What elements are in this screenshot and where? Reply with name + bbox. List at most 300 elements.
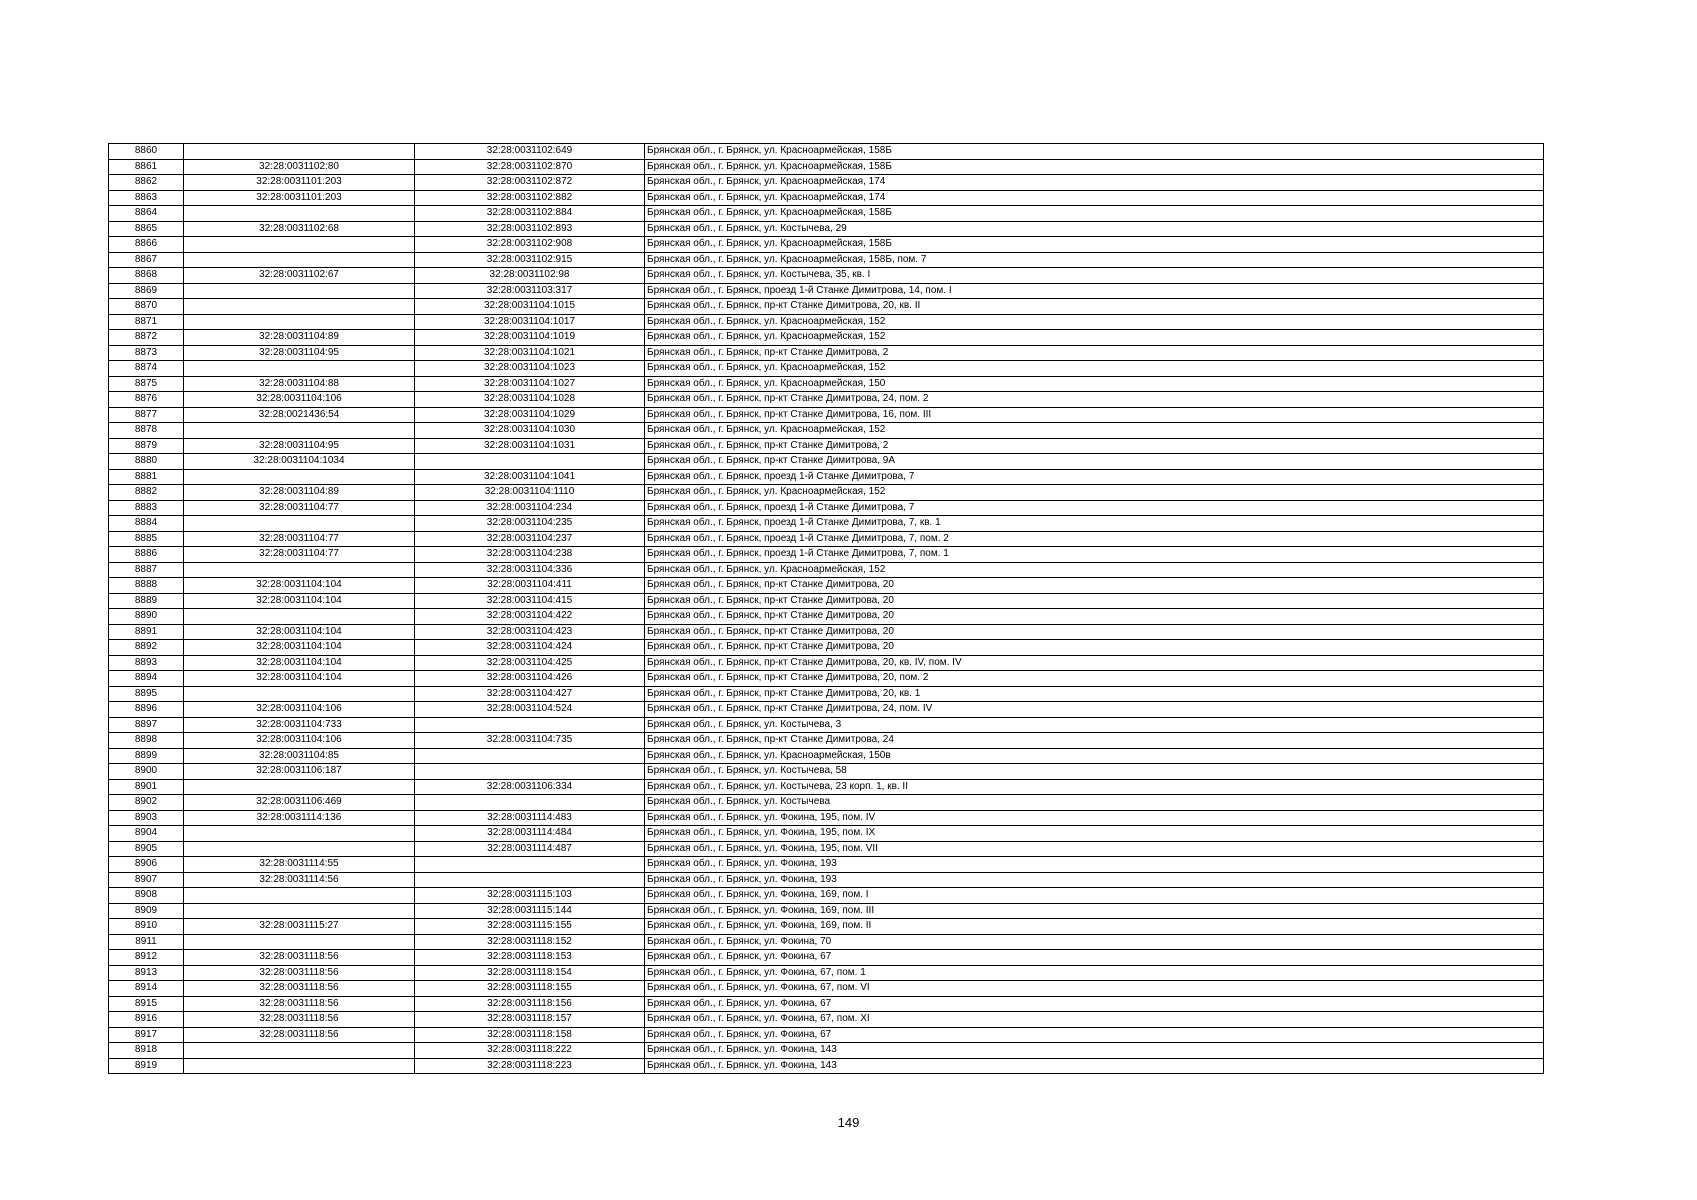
row-number-cell: 8862 bbox=[109, 175, 184, 191]
table-row bbox=[109, 996, 1544, 1012]
row-number-cell: 8879 bbox=[109, 438, 184, 454]
row-number-cell: 8902 bbox=[109, 795, 184, 811]
parent-cadastral-number-cell: 32:28:0031115:27 bbox=[184, 919, 415, 935]
object-cadastral-number-cell: 32:28:0031114:487 bbox=[415, 841, 645, 857]
parent-cadastral-number-cell bbox=[184, 314, 415, 330]
table-row bbox=[109, 237, 1544, 253]
parent-cadastral-number-cell bbox=[184, 826, 415, 842]
address-cell: Брянская обл., г. Брянск, ул. Фокина, 143 bbox=[645, 1058, 1544, 1074]
table-row bbox=[109, 562, 1544, 578]
object-cadastral-number-cell: 32:28:0031102:649 bbox=[415, 144, 645, 160]
row-number-cell: 8908 bbox=[109, 888, 184, 904]
row-number-cell: 8901 bbox=[109, 779, 184, 795]
row-number-cell: 8878 bbox=[109, 423, 184, 439]
table-row bbox=[109, 299, 1544, 315]
object-cadastral-number-cell: 32:28:0031104:411 bbox=[415, 578, 645, 594]
address-cell: Брянская обл., г. Брянск, ул. Костычева, 3 bbox=[645, 717, 1544, 733]
object-cadastral-number-cell: 32:28:0031118:157 bbox=[415, 1012, 645, 1028]
object-cadastral-number-cell: 32:28:0031118:222 bbox=[415, 1043, 645, 1059]
table-row bbox=[109, 547, 1544, 563]
object-cadastral-number-cell: 32:28:0031102:872 bbox=[415, 175, 645, 191]
row-number-cell: 8864 bbox=[109, 206, 184, 222]
parent-cadastral-number-cell: 32:28:0031104:89 bbox=[184, 485, 415, 501]
row-number-cell: 8893 bbox=[109, 655, 184, 671]
row-number-cell: 8915 bbox=[109, 996, 184, 1012]
parent-cadastral-number-cell: 32:28:0031118:56 bbox=[184, 965, 415, 981]
table-row bbox=[109, 779, 1544, 795]
address-cell: Брянская обл., г. Брянск, ул. Красноармейская, 158Б bbox=[645, 206, 1544, 222]
address-cell: Брянская обл., г. Брянск, ул. Фокина, 67, пом. XI bbox=[645, 1012, 1544, 1028]
parent-cadastral-number-cell bbox=[184, 423, 415, 439]
object-cadastral-number-cell: 32:28:0031114:483 bbox=[415, 810, 645, 826]
address-cell: Брянская обл., г. Брянск, ул. Фокина, 67 bbox=[645, 1027, 1544, 1043]
parent-cadastral-number-cell bbox=[184, 686, 415, 702]
row-number-cell: 8892 bbox=[109, 640, 184, 656]
table-row bbox=[109, 330, 1544, 346]
address-cell: Брянская обл., г. Брянск, ул. Фокина, 169, пом. III bbox=[645, 903, 1544, 919]
parent-cadastral-number-cell: 32:28:0031101:203 bbox=[184, 190, 415, 206]
object-cadastral-number-cell bbox=[415, 748, 645, 764]
object-cadastral-number-cell: 32:28:0031104:1027 bbox=[415, 376, 645, 392]
object-cadastral-number-cell: 32:28:0031104:336 bbox=[415, 562, 645, 578]
table-row bbox=[109, 702, 1544, 718]
object-cadastral-number-cell bbox=[415, 795, 645, 811]
row-number-cell: 8914 bbox=[109, 981, 184, 997]
parent-cadastral-number-cell: 32:28:0031102:67 bbox=[184, 268, 415, 284]
address-cell: Брянская обл., г. Брянск, пр-кт Станке Димитрова, 20 bbox=[645, 640, 1544, 656]
object-cadastral-number-cell: 32:28:0031103:317 bbox=[415, 283, 645, 299]
parent-cadastral-number-cell: 32:28:0031114:56 bbox=[184, 872, 415, 888]
parent-cadastral-number-cell: 32:28:0031104:106 bbox=[184, 392, 415, 408]
object-cadastral-number-cell: 32:28:0031104:1031 bbox=[415, 438, 645, 454]
table-row bbox=[109, 159, 1544, 175]
table-row bbox=[109, 268, 1544, 284]
row-number-cell: 8890 bbox=[109, 609, 184, 625]
table-row bbox=[109, 934, 1544, 950]
table-row bbox=[109, 624, 1544, 640]
row-number-cell: 8866 bbox=[109, 237, 184, 253]
address-cell: Брянская обл., г. Брянск, пр-кт Станке Димитрова, 20 bbox=[645, 578, 1544, 594]
object-cadastral-number-cell: 32:28:0031104:415 bbox=[415, 593, 645, 609]
object-cadastral-number-cell: 32:28:0031104:1023 bbox=[415, 361, 645, 377]
object-cadastral-number-cell bbox=[415, 857, 645, 873]
parent-cadastral-number-cell bbox=[184, 1043, 415, 1059]
parent-cadastral-number-cell: 32:28:0031104:104 bbox=[184, 640, 415, 656]
table-row bbox=[109, 500, 1544, 516]
parent-cadastral-number-cell: 32:28:0031104:85 bbox=[184, 748, 415, 764]
parent-cadastral-number-cell: 32:28:0031106:187 bbox=[184, 764, 415, 780]
table-row bbox=[109, 531, 1544, 547]
address-cell: Брянская обл., г. Брянск, ул. Красноармейская, 174 bbox=[645, 190, 1544, 206]
parent-cadastral-number-cell bbox=[184, 1058, 415, 1074]
object-cadastral-number-cell: 32:28:0031104:238 bbox=[415, 547, 645, 563]
row-number-cell: 8875 bbox=[109, 376, 184, 392]
object-cadastral-number-cell: 32:28:0031114:484 bbox=[415, 826, 645, 842]
row-number-cell: 8884 bbox=[109, 516, 184, 532]
parent-cadastral-number-cell: 32:28:0031104:104 bbox=[184, 624, 415, 640]
address-cell: Брянская обл., г. Брянск, пр-кт Станке Димитрова, 9А bbox=[645, 454, 1544, 470]
parent-cadastral-number-cell bbox=[184, 934, 415, 950]
address-cell: Брянская обл., г. Брянск, ул. Красноармейская, 174 bbox=[645, 175, 1544, 191]
row-number-cell: 8906 bbox=[109, 857, 184, 873]
row-number-cell: 8874 bbox=[109, 361, 184, 377]
object-cadastral-number-cell: 32:28:0031115:103 bbox=[415, 888, 645, 904]
object-cadastral-number-cell: 32:28:0031115:155 bbox=[415, 919, 645, 935]
row-number-cell: 8900 bbox=[109, 764, 184, 780]
address-cell: Брянская обл., г. Брянск, ул. Красноармейская, 158Б bbox=[645, 237, 1544, 253]
row-number-cell: 8886 bbox=[109, 547, 184, 563]
row-number-cell: 8899 bbox=[109, 748, 184, 764]
row-number-cell: 8916 bbox=[109, 1012, 184, 1028]
table-row bbox=[109, 609, 1544, 625]
object-cadastral-number-cell: 32:28:0031104:427 bbox=[415, 686, 645, 702]
parent-cadastral-number-cell: 32:28:0031104:106 bbox=[184, 702, 415, 718]
object-cadastral-number-cell bbox=[415, 764, 645, 780]
table-row bbox=[109, 857, 1544, 873]
table-row bbox=[109, 1012, 1544, 1028]
row-number-cell: 8887 bbox=[109, 562, 184, 578]
table-row bbox=[109, 206, 1544, 222]
page-number: 149 bbox=[837, 1115, 860, 1130]
address-cell: Брянская обл., г. Брянск, проезд 1-й Станке Димитрова, 14, пом. I bbox=[645, 283, 1544, 299]
row-number-cell: 8911 bbox=[109, 934, 184, 950]
parent-cadastral-number-cell: 32:28:0031104:104 bbox=[184, 593, 415, 609]
table-row bbox=[109, 469, 1544, 485]
table-row bbox=[109, 919, 1544, 935]
address-cell: Брянская обл., г. Брянск, ул. Красноармейская, 150в bbox=[645, 748, 1544, 764]
object-cadastral-number-cell: 32:28:0031104:1021 bbox=[415, 345, 645, 361]
object-cadastral-number-cell bbox=[415, 454, 645, 470]
table-row bbox=[109, 345, 1544, 361]
address-cell: Брянская обл., г. Брянск, проезд 1-й Станке Димитрова, 7 bbox=[645, 500, 1544, 516]
object-cadastral-number-cell: 32:28:0031102:870 bbox=[415, 159, 645, 175]
address-cell: Брянская обл., г. Брянск, ул. Костычева, 23 корп. 1, кв. II bbox=[645, 779, 1544, 795]
row-number-cell: 8873 bbox=[109, 345, 184, 361]
object-cadastral-number-cell: 32:28:0031118:158 bbox=[415, 1027, 645, 1043]
object-cadastral-number-cell: 32:28:0031104:524 bbox=[415, 702, 645, 718]
table-row bbox=[109, 981, 1544, 997]
table-row bbox=[109, 686, 1544, 702]
table-row bbox=[109, 392, 1544, 408]
row-number-cell: 8917 bbox=[109, 1027, 184, 1043]
object-cadastral-number-cell: 32:28:0031104:235 bbox=[415, 516, 645, 532]
table-row bbox=[109, 376, 1544, 392]
address-cell: Брянская обл., г. Брянск, пр-кт Станке Димитрова, 20 bbox=[645, 593, 1544, 609]
parent-cadastral-number-cell bbox=[184, 206, 415, 222]
parent-cadastral-number-cell: 32:28:0031104:104 bbox=[184, 671, 415, 687]
parent-cadastral-number-cell: 32:28:0031104:77 bbox=[184, 547, 415, 563]
address-cell: Брянская обл., г. Брянск, пр-кт Станке Димитрова, 24, пом. IV bbox=[645, 702, 1544, 718]
parent-cadastral-number-cell bbox=[184, 888, 415, 904]
row-number-cell: 8903 bbox=[109, 810, 184, 826]
row-number-cell: 8888 bbox=[109, 578, 184, 594]
row-number-cell: 8885 bbox=[109, 531, 184, 547]
address-cell: Брянская обл., г. Брянск, ул. Фокина, 67 bbox=[645, 996, 1544, 1012]
table-row bbox=[109, 903, 1544, 919]
table-row bbox=[109, 841, 1544, 857]
object-cadastral-number-cell: 32:28:0031118:154 bbox=[415, 965, 645, 981]
parent-cadastral-number-cell bbox=[184, 469, 415, 485]
table-row bbox=[109, 361, 1544, 377]
parent-cadastral-number-cell bbox=[184, 252, 415, 268]
address-cell: Брянская обл., г. Брянск, пр-кт Станке Димитрова, 24 bbox=[645, 733, 1544, 749]
row-number-cell: 8904 bbox=[109, 826, 184, 842]
row-number-cell: 8912 bbox=[109, 950, 184, 966]
object-cadastral-number-cell: 32:28:0031104:422 bbox=[415, 609, 645, 625]
row-number-cell: 8868 bbox=[109, 268, 184, 284]
row-number-cell: 8863 bbox=[109, 190, 184, 206]
parent-cadastral-number-cell: 32:28:0031104:106 bbox=[184, 733, 415, 749]
address-cell: Брянская обл., г. Брянск, ул. Красноармейская, 158Б bbox=[645, 144, 1544, 160]
address-cell: Брянская обл., г. Брянск, ул. Фокина, 169, пом. II bbox=[645, 919, 1544, 935]
object-cadastral-number-cell: 32:28:0031104:424 bbox=[415, 640, 645, 656]
object-cadastral-number-cell: 32:28:0031104:1041 bbox=[415, 469, 645, 485]
parent-cadastral-number-cell: 32:28:0031104:77 bbox=[184, 531, 415, 547]
object-cadastral-number-cell: 32:28:0031104:237 bbox=[415, 531, 645, 547]
table-row bbox=[109, 454, 1544, 470]
parent-cadastral-number-cell: 32:28:0031104:104 bbox=[184, 655, 415, 671]
address-cell: Брянская обл., г. Брянск, ул. Красноармейская, 152 bbox=[645, 361, 1544, 377]
object-cadastral-number-cell: 32:28:0031102:884 bbox=[415, 206, 645, 222]
parent-cadastral-number-cell: 32:28:0031118:56 bbox=[184, 950, 415, 966]
table-row bbox=[109, 516, 1544, 532]
parent-cadastral-number-cell bbox=[184, 361, 415, 377]
table-row bbox=[109, 578, 1544, 594]
parent-cadastral-number-cell: 32:28:0031102:80 bbox=[184, 159, 415, 175]
address-cell: Брянская обл., г. Брянск, ул. Фокина, 195, пом. IX bbox=[645, 826, 1544, 842]
table-row bbox=[109, 888, 1544, 904]
object-cadastral-number-cell: 32:28:0031104:1028 bbox=[415, 392, 645, 408]
address-cell: Брянская обл., г. Брянск, проезд 1-й Станке Димитрова, 7, пом. 1 bbox=[645, 547, 1544, 563]
row-number-cell: 8865 bbox=[109, 221, 184, 237]
object-cadastral-number-cell: 32:28:0031104:425 bbox=[415, 655, 645, 671]
parent-cadastral-number-cell bbox=[184, 841, 415, 857]
row-number-cell: 8876 bbox=[109, 392, 184, 408]
row-number-cell: 8897 bbox=[109, 717, 184, 733]
row-number-cell: 8918 bbox=[109, 1043, 184, 1059]
object-cadastral-number-cell bbox=[415, 872, 645, 888]
row-number-cell: 8910 bbox=[109, 919, 184, 935]
row-number-cell: 8895 bbox=[109, 686, 184, 702]
row-number-cell: 8869 bbox=[109, 283, 184, 299]
object-cadastral-number-cell: 32:28:0031104:1030 bbox=[415, 423, 645, 439]
object-cadastral-number-cell: 32:28:0031115:144 bbox=[415, 903, 645, 919]
object-cadastral-number-cell: 32:28:0031104:1015 bbox=[415, 299, 645, 315]
row-number-cell: 8905 bbox=[109, 841, 184, 857]
table-row bbox=[109, 1043, 1544, 1059]
table-row bbox=[109, 764, 1544, 780]
row-number-cell: 8909 bbox=[109, 903, 184, 919]
table-row bbox=[109, 175, 1544, 191]
table-row bbox=[109, 671, 1544, 687]
table-row bbox=[109, 438, 1544, 454]
parent-cadastral-number-cell: 32:28:0031114:136 bbox=[184, 810, 415, 826]
parent-cadastral-number-cell: 32:28:0031104:77 bbox=[184, 500, 415, 516]
row-number-cell: 8919 bbox=[109, 1058, 184, 1074]
parent-cadastral-number-cell: 32:28:0031102:68 bbox=[184, 221, 415, 237]
address-cell: Брянская обл., г. Брянск, ул. Красноармейская, 152 bbox=[645, 314, 1544, 330]
row-number-cell: 8881 bbox=[109, 469, 184, 485]
address-cell: Брянская обл., г. Брянск, ул. Фокина, 169, пом. I bbox=[645, 888, 1544, 904]
object-cadastral-number-cell: 32:28:0031118:223 bbox=[415, 1058, 645, 1074]
parent-cadastral-number-cell: 32:28:0031104:95 bbox=[184, 438, 415, 454]
address-cell: Брянская обл., г. Брянск, ул. Фокина, 195, пом. IV bbox=[645, 810, 1544, 826]
table-row bbox=[109, 283, 1544, 299]
address-cell: Брянская обл., г. Брянск, пр-кт Станке Димитрова, 20 bbox=[645, 624, 1544, 640]
parent-cadastral-number-cell bbox=[184, 609, 415, 625]
row-number-cell: 8883 bbox=[109, 500, 184, 516]
object-cadastral-number-cell: 32:28:0031118:155 bbox=[415, 981, 645, 997]
table-row bbox=[109, 1058, 1544, 1074]
parent-cadastral-number-cell: 32:28:0031104:89 bbox=[184, 330, 415, 346]
row-number-cell: 8870 bbox=[109, 299, 184, 315]
row-number-cell: 8861 bbox=[109, 159, 184, 175]
object-cadastral-number-cell: 32:28:0031104:234 bbox=[415, 500, 645, 516]
object-cadastral-number-cell: 32:28:0031104:1017 bbox=[415, 314, 645, 330]
table-row bbox=[109, 748, 1544, 764]
table-row bbox=[109, 407, 1544, 423]
address-cell: Брянская обл., г. Брянск, ул. Красноармейская, 152 bbox=[645, 485, 1544, 501]
address-cell: Брянская обл., г. Брянск, ул. Фокина, 67 bbox=[645, 950, 1544, 966]
parent-cadastral-number-cell: 32:28:0031118:56 bbox=[184, 1027, 415, 1043]
row-number-cell: 8877 bbox=[109, 407, 184, 423]
object-cadastral-number-cell bbox=[415, 717, 645, 733]
table-row bbox=[109, 717, 1544, 733]
object-cadastral-number-cell: 32:28:0031104:1019 bbox=[415, 330, 645, 346]
table-row bbox=[109, 423, 1544, 439]
parent-cadastral-number-cell bbox=[184, 903, 415, 919]
address-cell: Брянская обл., г. Брянск, ул. Костычева, 29 bbox=[645, 221, 1544, 237]
parent-cadastral-number-cell bbox=[184, 516, 415, 532]
table-row bbox=[109, 314, 1544, 330]
parent-cadastral-number-cell bbox=[184, 562, 415, 578]
row-number-cell: 8907 bbox=[109, 872, 184, 888]
object-cadastral-number-cell: 32:28:0031118:153 bbox=[415, 950, 645, 966]
parent-cadastral-number-cell: 32:28:0031104:88 bbox=[184, 376, 415, 392]
address-cell: Брянская обл., г. Брянск, пр-кт Станке Димитрова, 20, пом. 2 bbox=[645, 671, 1544, 687]
object-cadastral-number-cell: 32:28:0031104:426 bbox=[415, 671, 645, 687]
row-number-cell: 8860 bbox=[109, 144, 184, 160]
address-cell: Брянская обл., г. Брянск, пр-кт Станке Димитрова, 20, кв. 1 bbox=[645, 686, 1544, 702]
table-row bbox=[109, 655, 1544, 671]
address-cell: Брянская обл., г. Брянск, ул. Красноармейская, 150 bbox=[645, 376, 1544, 392]
parent-cadastral-number-cell: 32:28:0031104:1034 bbox=[184, 454, 415, 470]
address-cell: Брянская обл., г. Брянск, пр-кт Станке Димитрова, 20, кв. II bbox=[645, 299, 1544, 315]
registry-table-body bbox=[109, 144, 1544, 1074]
table-row bbox=[109, 640, 1544, 656]
row-number-cell: 8882 bbox=[109, 485, 184, 501]
table-row bbox=[109, 965, 1544, 981]
row-number-cell: 8880 bbox=[109, 454, 184, 470]
table-row bbox=[109, 826, 1544, 842]
object-cadastral-number-cell: 32:28:0031102:893 bbox=[415, 221, 645, 237]
table-row bbox=[109, 1027, 1544, 1043]
address-cell: Брянская обл., г. Брянск, ул. Фокина, 70 bbox=[645, 934, 1544, 950]
row-number-cell: 8871 bbox=[109, 314, 184, 330]
parent-cadastral-number-cell bbox=[184, 144, 415, 160]
parent-cadastral-number-cell bbox=[184, 299, 415, 315]
object-cadastral-number-cell: 32:28:0031104:1110 bbox=[415, 485, 645, 501]
object-cadastral-number-cell: 32:28:0031102:915 bbox=[415, 252, 645, 268]
table-row bbox=[109, 795, 1544, 811]
address-cell: Брянская обл., г. Брянск, ул. Красноармейская, 152 bbox=[645, 423, 1544, 439]
cadastral-registry-table bbox=[108, 143, 1544, 1074]
parent-cadastral-number-cell: 32:28:0031118:56 bbox=[184, 981, 415, 997]
object-cadastral-number-cell: 32:28:0031104:735 bbox=[415, 733, 645, 749]
table-row bbox=[109, 252, 1544, 268]
address-cell: Брянская обл., г. Брянск, проезд 1-й Станке Димитрова, 7, пом. 2 bbox=[645, 531, 1544, 547]
address-cell: Брянская обл., г. Брянск, ул. Костычева, 35, кв. I bbox=[645, 268, 1544, 284]
address-cell: Брянская обл., г. Брянск, проезд 1-й Станке Димитрова, 7 bbox=[645, 469, 1544, 485]
object-cadastral-number-cell: 32:28:0031102:882 bbox=[415, 190, 645, 206]
row-number-cell: 8913 bbox=[109, 965, 184, 981]
object-cadastral-number-cell: 32:28:0031106:334 bbox=[415, 779, 645, 795]
table-row bbox=[109, 872, 1544, 888]
parent-cadastral-number-cell: 32:28:0031114:55 bbox=[184, 857, 415, 873]
table-row bbox=[109, 733, 1544, 749]
parent-cadastral-number-cell: 32:28:0021436:54 bbox=[184, 407, 415, 423]
address-cell: Брянская обл., г. Брянск, ул. Фокина, 67, пом. VI bbox=[645, 981, 1544, 997]
address-cell: Брянская обл., г. Брянск, пр-кт Станке Димитрова, 2 bbox=[645, 345, 1544, 361]
row-number-cell: 8896 bbox=[109, 702, 184, 718]
row-number-cell: 8872 bbox=[109, 330, 184, 346]
address-cell: Брянская обл., г. Брянск, ул. Красноармейская, 152 bbox=[645, 330, 1544, 346]
table-row bbox=[109, 485, 1544, 501]
row-number-cell: 8891 bbox=[109, 624, 184, 640]
address-cell: Брянская обл., г. Брянск, ул. Красноармейская, 152 bbox=[645, 562, 1544, 578]
table-row bbox=[109, 810, 1544, 826]
parent-cadastral-number-cell: 32:28:0031106:469 bbox=[184, 795, 415, 811]
address-cell: Брянская обл., г. Брянск, пр-кт Станке Димитрова, 16, пом. III bbox=[645, 407, 1544, 423]
table-row bbox=[109, 593, 1544, 609]
parent-cadastral-number-cell: 32:28:0031104:733 bbox=[184, 717, 415, 733]
address-cell: Брянская обл., г. Брянск, ул. Фокина, 143 bbox=[645, 1043, 1544, 1059]
row-number-cell: 8894 bbox=[109, 671, 184, 687]
address-cell: Брянская обл., г. Брянск, ул. Фокина, 195, пом. VII bbox=[645, 841, 1544, 857]
row-number-cell: 8867 bbox=[109, 252, 184, 268]
address-cell: Брянская обл., г. Брянск, пр-кт Станке Димитрова, 2 bbox=[645, 438, 1544, 454]
table-row bbox=[109, 144, 1544, 160]
address-cell: Брянская обл., г. Брянск, ул. Фокина, 193 bbox=[645, 857, 1544, 873]
address-cell: Брянская обл., г. Брянск, ул. Красноармейская, 158Б, пом. 7 bbox=[645, 252, 1544, 268]
row-number-cell: 8898 bbox=[109, 733, 184, 749]
parent-cadastral-number-cell bbox=[184, 237, 415, 253]
object-cadastral-number-cell: 32:28:0031118:152 bbox=[415, 934, 645, 950]
object-cadastral-number-cell: 32:28:0031104:1029 bbox=[415, 407, 645, 423]
table-row bbox=[109, 190, 1544, 206]
address-cell: Брянская обл., г. Брянск, ул. Красноармейская, 158Б bbox=[645, 159, 1544, 175]
row-number-cell: 8889 bbox=[109, 593, 184, 609]
parent-cadastral-number-cell bbox=[184, 779, 415, 795]
parent-cadastral-number-cell: 32:28:0031118:56 bbox=[184, 1012, 415, 1028]
object-cadastral-number-cell: 32:28:0031118:156 bbox=[415, 996, 645, 1012]
parent-cadastral-number-cell: 32:28:0031104:104 bbox=[184, 578, 415, 594]
table-row bbox=[109, 950, 1544, 966]
parent-cadastral-number-cell: 32:28:0031104:95 bbox=[184, 345, 415, 361]
address-cell: Брянская обл., г. Брянск, пр-кт Станке Димитрова, 20 bbox=[645, 609, 1544, 625]
parent-cadastral-number-cell bbox=[184, 283, 415, 299]
address-cell: Брянская обл., г. Брянск, пр-кт Станке Димитрова, 24, пом. 2 bbox=[645, 392, 1544, 408]
address-cell: Брянская обл., г. Брянск, ул. Костычева bbox=[645, 795, 1544, 811]
object-cadastral-number-cell: 32:28:0031104:423 bbox=[415, 624, 645, 640]
object-cadastral-number-cell: 32:28:0031102:908 bbox=[415, 237, 645, 253]
address-cell: Брянская обл., г. Брянск, проезд 1-й Станке Димитрова, 7, кв. 1 bbox=[645, 516, 1544, 532]
object-cadastral-number-cell: 32:28:0031102:98 bbox=[415, 268, 645, 284]
table-row bbox=[109, 221, 1544, 237]
address-cell: Брянская обл., г. Брянск, ул. Фокина, 67, пом. 1 bbox=[645, 965, 1544, 981]
address-cell: Брянская обл., г. Брянск, ул. Костычева, 58 bbox=[645, 764, 1544, 780]
address-cell: Брянская обл., г. Брянск, пр-кт Станке Димитрова, 20, кв. IV, пом. IV bbox=[645, 655, 1544, 671]
